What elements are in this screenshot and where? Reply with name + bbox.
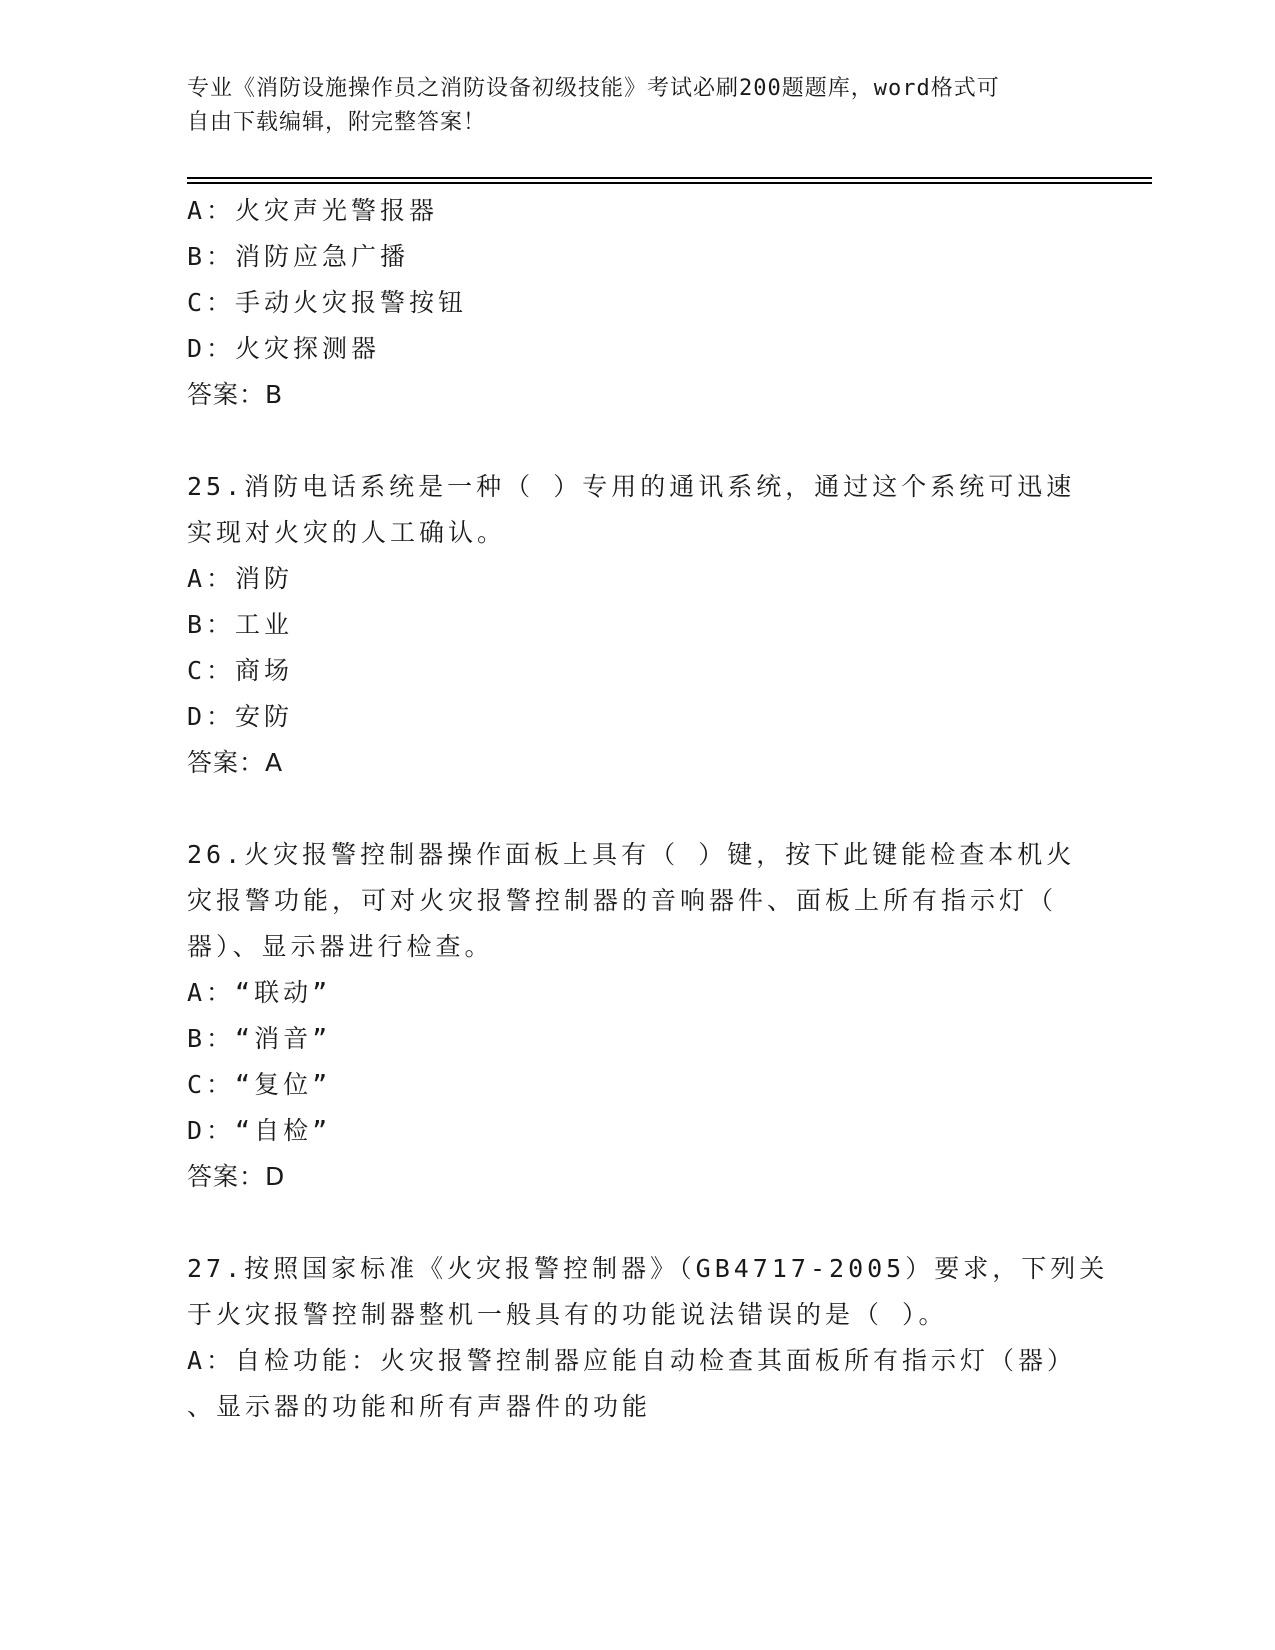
option-a: A：自检功能：火灾报警控制器应能自动检查其面板所有指示灯（器） <box>187 1346 1077 1375</box>
header-line-2: 自由下载编辑，附完整答案！ <box>187 110 487 135</box>
option-d: D：安防 <box>187 702 294 731</box>
question-block-25 <box>187 464 1087 786</box>
header-line-1: 专业《消防设施操作员之消防设备初级技能》考试必刷200题题库，word格式可 <box>187 76 1000 101</box>
answer-line: 答案：A <box>187 748 284 777</box>
answer-line: 答案：B <box>187 380 284 409</box>
question-text-line: 25.消防电话系统是一种（ ）专用的通讯系统，通过这个系统可迅速 <box>187 472 1076 501</box>
document-header <box>187 72 1087 140</box>
question-text-line: 26.火灾报警控制器操作面板上具有（ ）键，按下此键能检查本机火 <box>187 840 1076 869</box>
answer-line: 答案：D <box>187 1162 286 1191</box>
option-c: C：手动火灾报警按钮 <box>187 288 468 317</box>
option-d: D：“自检” <box>187 1116 332 1145</box>
question-text-line: 灾报警功能，可对火灾报警控制器的音响器件、面板上所有指示灯（ <box>187 886 1058 915</box>
option-b: B：工业 <box>187 610 294 639</box>
option-d: D：火灾探测器 <box>187 334 381 363</box>
option-b: B：“消音” <box>187 1024 332 1053</box>
question-block-24 <box>187 188 1087 418</box>
option-b: B：消防应急广播 <box>187 242 410 271</box>
question-text-line: 于火灾报警控制器整机一般具有的功能说法错误的是（ ）。 <box>187 1300 948 1329</box>
header-divider-top <box>187 177 1152 179</box>
question-block-27 <box>187 1246 1109 1430</box>
question-list <box>187 188 1109 1430</box>
option-c: C：“复位” <box>187 1070 332 1099</box>
question-text-line: 27.按照国家标准《火灾报警控制器》（GB4717-2005）要求，下列关 <box>187 1254 1109 1283</box>
option-a-continuation: 、显示器的功能和所有声器件的功能 <box>187 1392 652 1421</box>
question-text-line: 实现对火灾的人工确认。 <box>187 518 507 547</box>
option-a: A：火灾声光警报器 <box>187 196 439 225</box>
question-block-26 <box>187 832 1087 1200</box>
question-text-line: 器）、显示器进行检查。 <box>187 932 494 961</box>
option-a: A：消防 <box>187 564 294 593</box>
option-a: A：“联动” <box>187 978 332 1007</box>
header-divider-bottom <box>187 182 1152 184</box>
option-c: C：商场 <box>187 656 294 685</box>
